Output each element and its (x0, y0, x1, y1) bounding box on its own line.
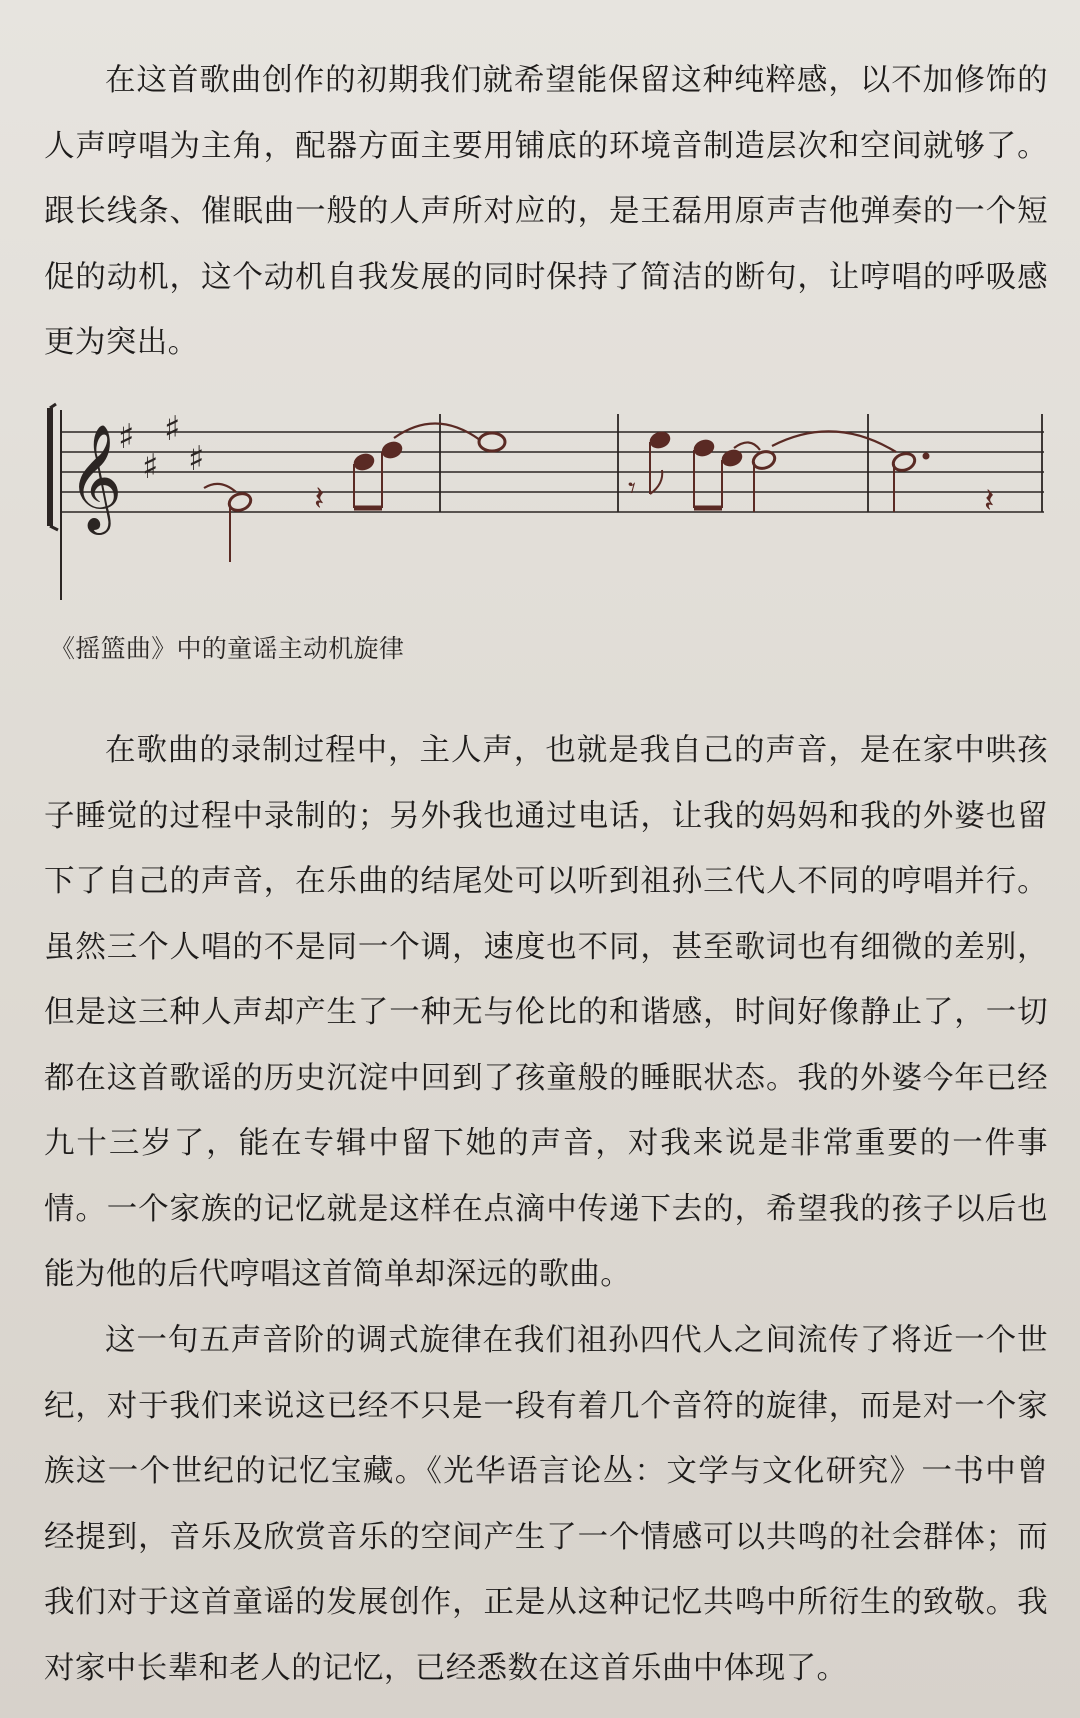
note-eighth-4 (692, 438, 716, 459)
note-eighth-5 (720, 448, 744, 469)
svg-text:♯: ♯ (118, 417, 135, 457)
music-score-figure (44, 400, 1050, 606)
treble-clef-icon: 𝄞 (68, 423, 123, 530)
barlines (440, 414, 1042, 512)
system-bracket (50, 404, 61, 600)
key-signature-sharps (118, 409, 204, 487)
paragraph-intro: 在这首歌曲创作的初期我们就希望能保留这种纯粹感，以不加修饰的人声哼唱为主角，配器方面主要用铺底的环境音制造层次和空间就够了。跟长线条、催眠曲一般的人声所对应的，是王磊用原声吉他弹奏的一个短促的动机，这个动机自我发展的同时保持了简洁的断句，让哼唱的呼吸感更为突出。 (44, 63, 1048, 360)
tie-1 (204, 484, 236, 492)
note-eighth-1 (352, 452, 376, 473)
paragraph-recording: 在歌曲的录制过程中，主人声，也就是我自己的声音，是在家中哄孩子睡觉的过程中录制的；另外我也通过电话，让我的妈妈和我的外婆也留下了自己的声音，在乐曲的结尾处可以听到祖孙三代人不同的哼唱并行。虽然三个人唱的不是同一个调，速度也不同，甚至歌词也有细微的差别，但是这三种人声却产生了一种无与伦比的和谐感，时间好像静止了，一切都在这首歌谣的历史沉淀中回到了孩童般的睡眠状态。我的外婆今年已经九十三岁了，能在专辑中留下她的声音，对我来说是非常重要的一件事情。一个家族的记忆就是这样在点滴中传递下去的，希望我的孩子以后也能为他的后代哼唱这首简单却深远的歌曲。 (44, 733, 1048, 1292)
svg-text:♯: ♯ (188, 439, 205, 479)
note-whole-1 (479, 433, 505, 451)
eighth-rest-1: 𝄾 (628, 471, 636, 506)
quarter-rest-1: 𝄽 (314, 479, 325, 519)
staff-lines (62, 432, 1044, 512)
figure-caption: 《摇篮曲》中的童谣主动机旋律 (50, 634, 405, 663)
tie-4 (772, 431, 896, 452)
quarter-rest-2: 𝄽 (984, 481, 995, 521)
svg-text:♯: ♯ (142, 447, 159, 487)
paragraph-memory: 这一句五声音阶的调式旋律在我们祖孙四代人之间流传了将近一个世纪，对于我们来说这已经不只是一段有着几个音符的旋律，而是对一个家族这一个世纪的记忆宝藏。《光华语言论丛：文学与文化研究》一书中曾经提到，音乐及欣赏音乐的空间产生了一个情感可以共鸣的社会群体；而我们对于这首童谣的发展创作，正是从这种记忆共鸣中所衍生的致敬。我对家中长辈和老人的记忆，已经悉数在这首乐曲中体现了。 (44, 1323, 1048, 1686)
svg-text:♯: ♯ (164, 409, 181, 449)
note-eighth-2 (380, 440, 404, 461)
tie-3 (734, 442, 760, 450)
